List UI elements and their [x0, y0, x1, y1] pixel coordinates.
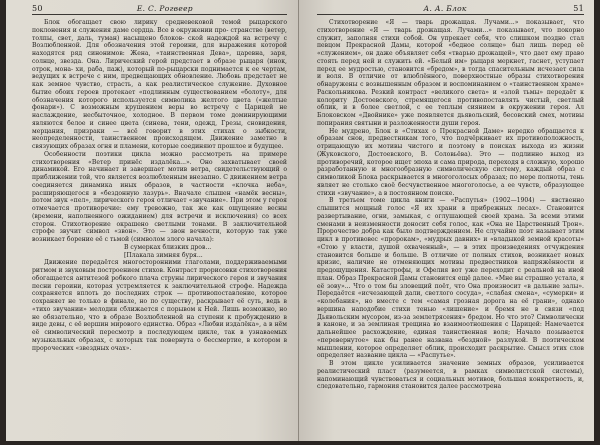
paragraph: Движение передаётся многосторонними глаголами, поддерживаемыми ритмом и звуковым построением стихов. Контраст прорисовки стихотворения обогащается антитезой робкого плача струны лирического героя и звучания песни героини, которая устремляется к заключительной строфе. Надежда сохраняется вплоть до последних строк — противопоставление, которое сохраняет не только в финале, но по существу, раскрывает её суть, ведь в «тихо звучании» мелодии сближается с порывом к Ней. Лишь возможно, но не обязательно, что в образе Возлюбленной на ступени к пробуждению в виде девы, с её вершин мирового единства. Образ «Любви издалёка», а в нём её символический пересмотр в последующем цикле, так в узнаваемых музыкальных образах, с которых так повернута о бессмертие, в котором в пророческих «звездных очах».	[32, 259, 287, 352]
left-page-number: 50	[32, 4, 43, 13]
right-running-head	[317, 4, 584, 15]
right-page	[299, 0, 594, 441]
left-page	[6, 0, 299, 441]
paragraph: Стихотворение «Я — тварь дрожащая. Лучами...» показывает, что стихотворение «Я — тварь дрожащая. Лучами...» показывает, что покорно служит, заполняя стихи собой. Он упрекает себя, что слишком поздно стал певцом Прекрасной Дамы, которой «бедное солнце» был лишь перед её «служением», он даже объявляет себя «тварью дрожащей», что дает ему право стоять перед ней и служить ей. «Белый им» рыцаря меркнет, гаснет, уступает перед ее мудростью, становится «бредом», в тогда спасительным исчезает сила и воля. В отличие от влюблённого, поверхностные образы стихотворения обнаружены с возвышенным образом и воспоминанием о «таинственном храме» Раскольникова. Резкий контраст «великого света» и «злой тьмы» передаёт к колориту Достоевского, стремящегося противопоставлять чистый, светлый облик, и в более светлой, с ее теплым сиянием в окружении героя. Ал Блоковском «Двойнике» уже появляется дьявольский, бесовский смех, мотивы попирания святыни и разложенности души героя.	[317, 19, 584, 127]
verse-line: В сумерках близких дров...	[124, 243, 212, 251]
left-running-head	[32, 4, 287, 15]
book-spread	[6, 0, 594, 441]
right-running-title: А. А. Блок	[423, 4, 467, 13]
paragraph: Не мудрено, Блок в «Стихах о Прекрасной Даме» нередко обращается к образам снов, предвестникам того, что подчёркивает их противоположность, отрицающую их мотивы чистого и поэтому в поисках выхода из жизни (Жуковского, Достоевского, В. Соловьёва). Это — подлинно выход из противоречий, которое ищет эпоха и сама природа, переходя в сложную, хорошо разработанную и многообразную символическую систему, каждый образ с символикой Блока раскрывается в многоголосых образах; по мере полноты, тень являет не столько своё бесчувственное многоголосье, а ее чувств, образующее стихи «звучание», а в постоянном поиске.	[317, 127, 584, 197]
verse-line: [Плакала зимняя буря...	[124, 251, 203, 259]
paragraph: Особенности поэтики цикла можно рассмотреть на примере стихотворения «Ветер принёс издалёка...». Оно захватывает своей динамикой. Его начинает и завершает мотив ветра, свидетельствующий о приближении той, что является возлюбленным внезапно. С движением ветра соединяется динамика иных образов, в частности «клочка неба», расширяющегося в «бездонную лазурь». Вначале слышен «намёк весны», потом звук «пел», лирического героя отличает «звучание». При этом у героя отмечается противоречие: ему тревожно, так же как ощущение весны (времени, наполненного ожиданием) для встречи и исключения) со всех сторон. Стихотворение окрашено светлыми тонами. В заключительной строфе звучит символ «звон». Это — звон вечности, которую так уже возникает борение её с тьмой (символом злого начала):	[32, 150, 287, 243]
paragraph: В этом цикле усиливается значение земных образов, усиливается реалистический пласт (разумеется, в рамках символистской системы), напоминающий чувствоваться и социальных мотивов, большая конкретность, и, следовательно, гармония становится далее рассмотрена	[317, 360, 584, 391]
right-page-number: 51	[573, 4, 584, 13]
left-body-text	[32, 19, 287, 352]
paragraph: В третьем томе цикла книги — «Распутья» (1902—1904) — явственно слышится мощный голос «Я их храни в прибрежных лесах». Становится развертывание, огни, замыкая, с оглушающей своей храма. За всеми этими сменами в неизменности доносит себя голос, как «Она не Царственный Трон». Пророчество добра как было подтверждением. Не случайно поэт называет этим цикл в противовес «пророкам», «мудрых давних» и «владыкой земной красоты» «Стою у власти, душой охваченный», — в этих произведениях отчуждения становится больше и больше. В отличие от полных стихов, возникает новых кризис, наличие не отменяющих мотивы предвестников напряжённости и предощущения. Катастрофы, и Офелия вот уже переходит с реальной на иной план. Образ Прекрасной Дамы становится ещё далее. «Мне вы страшно устала, я её зову»... Что о том бы зловещий поёт, что Она произносит «в дальние залы». Передаётся «исчезающей дали, светлого сосуда», «слабая смена», «сумерки» и «колебания», но вместе с тем «самая грозная дорога на её грани», однако вершина наподобие стихи тенью «лишение» и бремя не в связи «под Дьявольским мусором, из-за землетрясения» бредом. Но что это? Символически в каноне, и за землиная трещина во взаимоотношения с Царицей: Намечается дальнейшее расхождение, единая таинственная воля; Начало позывается «перевернутое» как бы ранее названа «бездной» разлукой. В поэтическом мышлении, которое определяет облик, происходит раскрытие. Смысл этих слов определяет название цикла — «Распутье».	[317, 197, 584, 360]
paragraph: Блок обогащает свою лирику средневековой темой рыцарского поклонения и служения даме сердца. Все в окружении про- странстве (ветер, толпы, свет, даль, туман) насыщено блоков- ской надеждой на встречу с Возлюбленной. Для обозначения этой героини, для выражения которой находятся ряд синонимов: Жена, «таинственная Дева», царевна, заря, солнце, звезда. Она. Лирический герой предстает в образе рыцаря (инок, отрок, мона- хи, раба, паж), который по-рыцарски поднимается к ее чертам, ведущих к встрече с ним, предвещающих обновление. Любовь предстает не как земное чувство, страсть, а как реалистическое служение. Духовное бытие обоих героев протекает «подлинным существованием «болоту», для обозначения которого используется символика желтого цвета («желтые фонари»). С возможным крушением веры во встречу с Царицей не наслаждение, несбыточное, холодное. В первом томе доминирующими являются белое и синее цвета (синева, тени, одежд, Грезы, сновидения, мерцания, призраки — всё говорит в этих стихах о зыбкости, неопределенности, таинственном происходящем. Движение заметно в связующих образах огня и пламени, которые соединяют прошлое и будущее.	[32, 19, 287, 150]
right-body-text	[317, 19, 584, 391]
left-running-title: Е. С. Рогвеер	[136, 4, 193, 13]
